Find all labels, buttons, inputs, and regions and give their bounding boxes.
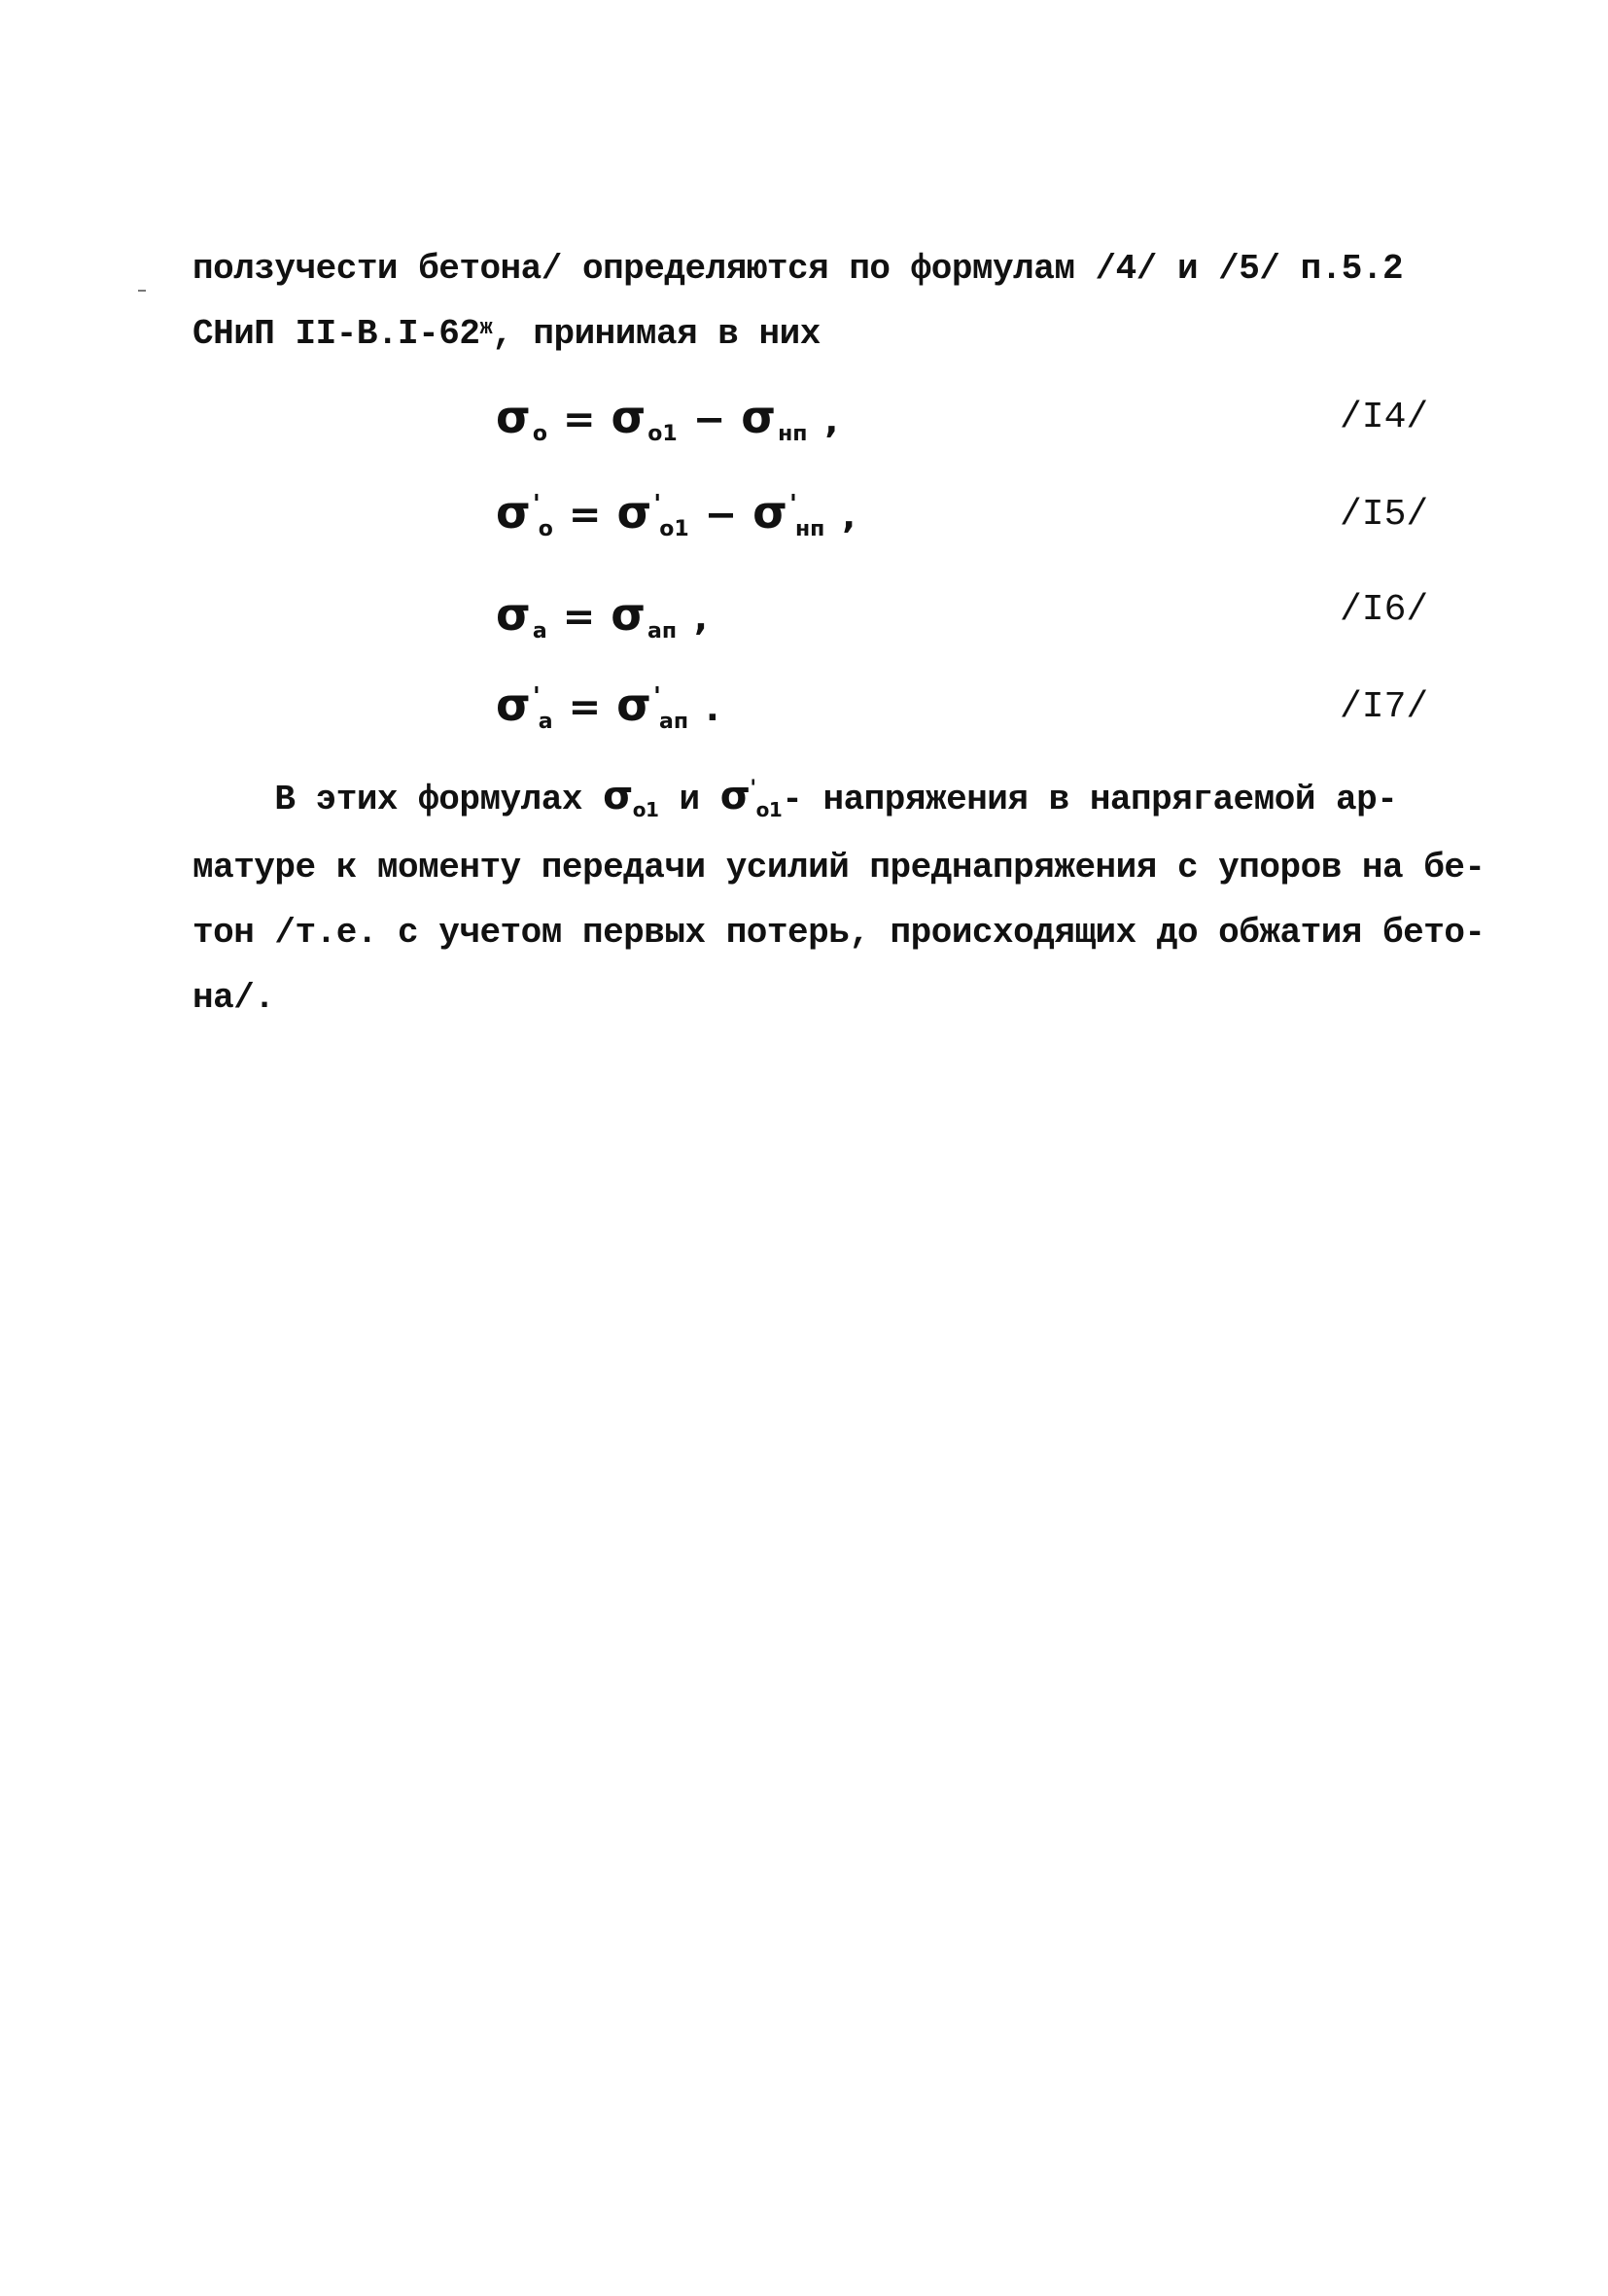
formula-punctuation: , [842,497,856,537]
formula-symbol: σ [741,391,777,443]
formula-subscript: нп [794,517,825,541]
inline-symbol: σ [719,774,751,818]
paragraph-line-4: на/. [192,978,275,1018]
snip-reference: СНиП II-В.I-62 [192,314,480,354]
formula-symbol: σ [611,391,647,443]
formula-operator: = [568,493,602,538]
formula-punctuation: , [824,401,839,441]
equation-number-16: /I6/ [1340,589,1429,631]
margin-mark [138,290,146,292]
text-line-2 [192,313,821,356]
formula-prime: ' [789,490,797,519]
formula-subscript: ап [647,619,678,644]
paragraph-line-1 [192,764,1417,835]
paragraph-text: В этих формулах [192,780,604,819]
formula-subscript: o1 [659,517,689,541]
inline-symbol: σ [603,774,633,818]
formula-symbol: σ [496,391,531,443]
equation-number-17: /I7/ [1340,686,1429,728]
formula-subscript: o1 [647,422,678,446]
snip-superscript: ж [479,316,493,340]
formula-prime: ' [532,490,541,519]
formula-symbol: σ [616,678,651,731]
equation-number-15: /I5/ [1340,494,1429,536]
formula-symbol: σ [616,486,652,539]
formula-prime: ' [532,682,541,712]
explanation-paragraph [192,764,1486,1030]
formula-operator: − [692,398,726,442]
paragraph-line-2: матуре к моменту передачи усилий преднапряжения с упоров на бе- [192,848,1486,887]
formula-17 [496,678,719,737]
formula-operator: = [562,595,596,640]
inline-subscript: o1 [632,798,659,821]
inline-prime: ' [750,777,756,801]
formula-subscript: o [532,422,547,446]
formula-prime: ' [653,682,661,712]
text-line-1: ползучести бетона/ определяются по формулам /4/ и /5/ п.5.2 [192,249,1404,289]
formula-operator: − [704,493,738,538]
formula-punctuation: , [694,599,708,639]
formula-14 [496,391,838,449]
inline-subscript: o1 [755,798,783,821]
formula-symbol: σ [496,588,531,641]
paragraph-line-3: тон /т.е. с учетом первых потерь, происходящих до обжатия бето- [192,913,1486,953]
formula-subscript: ап [658,710,689,734]
paragraph-text: - напряжения в напрягаемой ар- [782,780,1398,819]
formula-symbol: σ [496,486,531,539]
formula-prime: ' [653,490,662,519]
formula-subscript: o [538,517,553,541]
formula-operator: = [562,398,596,442]
formula-15 [496,486,856,544]
formula-subscript: нп [778,422,808,446]
formula-symbol: σ [752,486,787,539]
formula-symbol: σ [611,588,647,641]
equation-number-14: /I4/ [1340,397,1429,438]
formula-operator: = [568,685,602,730]
formula-subscript: a [532,619,547,644]
formula-subscript: a [538,710,553,734]
text-line-2-tail: , принимая в них [492,314,821,354]
formula-symbol: σ [496,678,531,731]
paragraph-text: и [658,780,720,819]
formula-16 [496,588,708,646]
formula-punctuation: . [706,689,719,729]
